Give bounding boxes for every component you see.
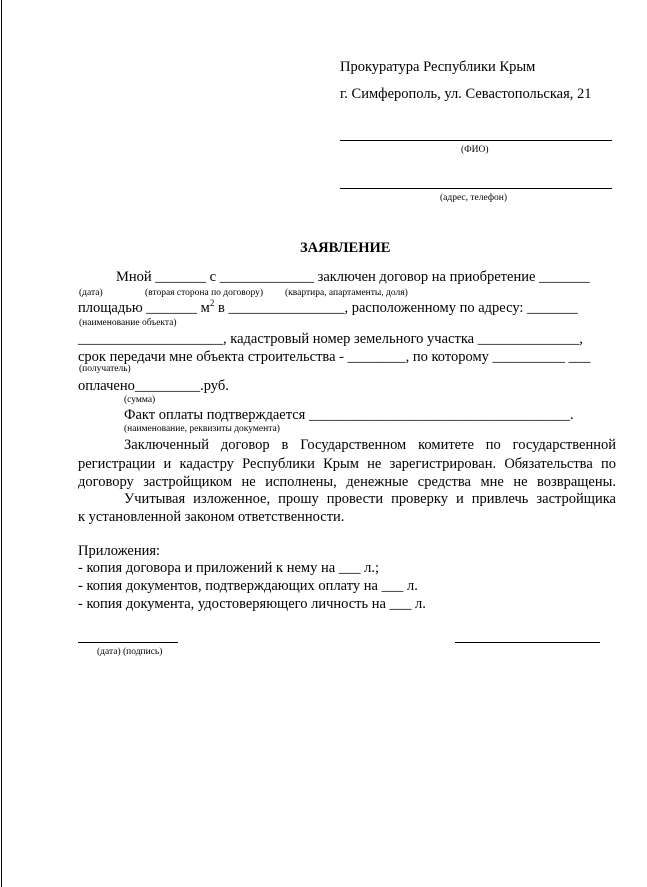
object-hint: (квартира, апартаменты, доля) xyxy=(285,288,408,298)
contact-label: (адрес, телефон) xyxy=(440,193,507,203)
document-hint: (наименование, реквизиты документа) xyxy=(124,424,280,434)
attachment-item-3: - копия документа, удостоверяющего личность на ___ л. xyxy=(78,596,426,612)
fio-line xyxy=(340,140,612,141)
attachment-item-1: - копия договора и приложений к нему на ___ л.; xyxy=(78,560,380,576)
recipient-hint: (получатель) xyxy=(79,364,131,374)
body-line-6: Факт оплаты подтверждается ____________________________________. xyxy=(124,407,574,423)
attachments-heading: Приложения: xyxy=(78,543,161,559)
paragraph-1-line-3: договору застройщиком не исполнены, денежные средства мне не возвращены. xyxy=(78,474,616,490)
paragraph-1-line-1: Заключенный договор в Государственном комитете по государственной xyxy=(124,437,616,453)
location-text: в ________________, расположенному по адресу: _______ xyxy=(214,300,578,316)
paragraph-2-line-2: к установленной законом ответственности. xyxy=(78,509,345,525)
attachment-item-2: - копия документов, подтверждающих оплату на ___ л. xyxy=(78,578,418,594)
party-hint: (вторая сторона по договору) xyxy=(145,288,263,298)
name-line xyxy=(455,642,600,643)
fio-label: (ФИО) xyxy=(461,145,489,155)
date-signature-line xyxy=(78,642,178,643)
sum-hint: (сумма) xyxy=(124,395,156,405)
body-line-3: ____________________, кадастровый номер земельного участка ______________, xyxy=(78,331,583,347)
area-text: площадью _______ м xyxy=(78,300,210,316)
square-sup: 2 xyxy=(209,298,215,309)
date-signature-label: (дата) (подпись) xyxy=(97,647,163,657)
addressee-org: Прокуратура Республики Крым xyxy=(340,59,536,75)
contact-line xyxy=(340,188,612,189)
body-line-2 xyxy=(78,299,578,317)
paragraph-2-line-1: Учитывая изложенное, прошу провести проверку и привлечь застройщика xyxy=(124,491,616,507)
body-line-4: срок передачи мне объекта строительства - ________, по которому __________ ___ xyxy=(78,349,591,365)
addressee-address: г. Симферополь, ул. Севастопольская, 21 xyxy=(340,86,592,102)
page-left-border xyxy=(1,0,2,887)
body-line-5: оплачено_________.руб. xyxy=(78,378,229,394)
body-line-1: Мной _______ с _____________ заключен договор на приобретение _______ xyxy=(116,269,590,285)
date-hint: (дата) xyxy=(79,288,103,298)
paragraph-1-line-2: регистрации и кадастру Республики Крым не зарегистрирован. Обязательства по xyxy=(78,456,616,472)
document-title: ЗАЯВЛЕНИЕ xyxy=(300,240,391,256)
object-name-hint: (наименование объекта) xyxy=(79,318,177,328)
